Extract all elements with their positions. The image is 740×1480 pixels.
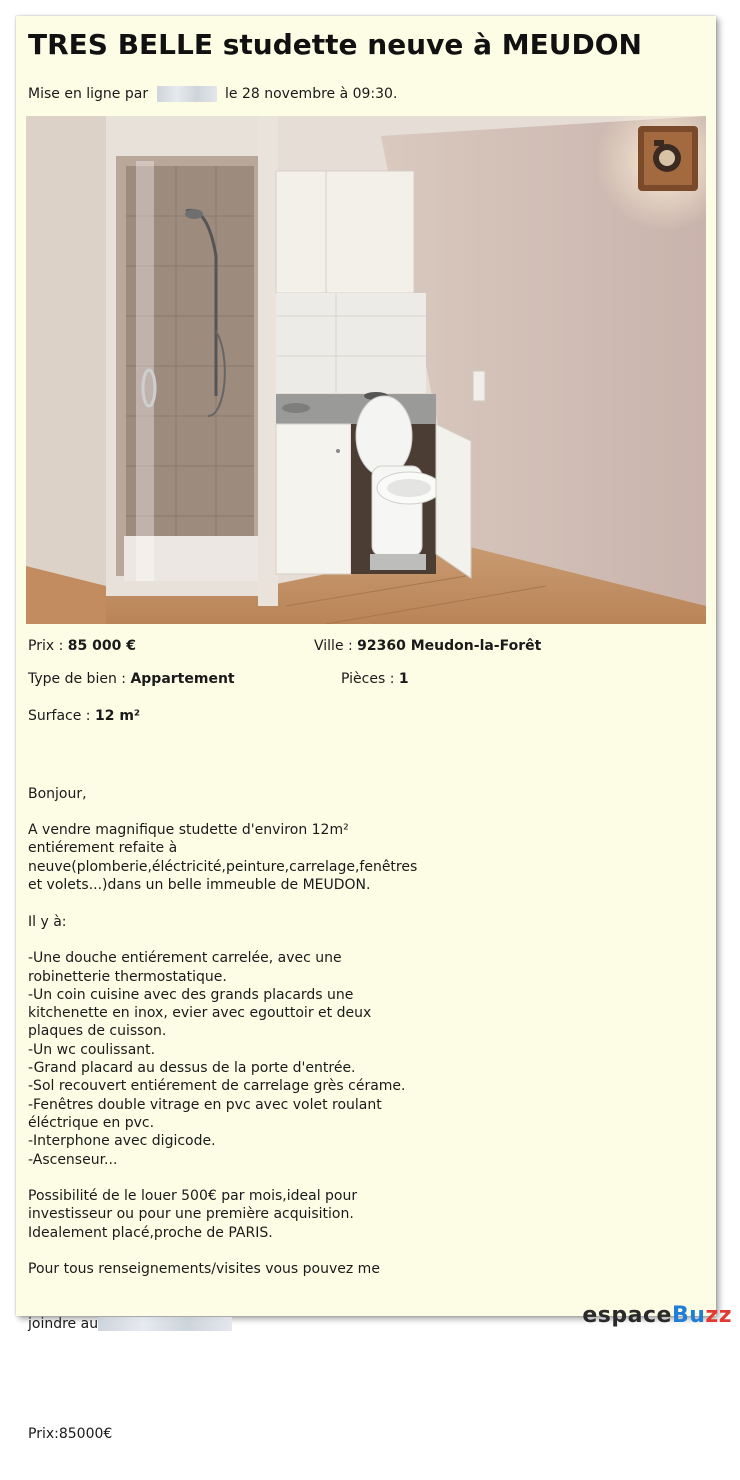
description-line: Bonjour, [28, 785, 87, 802]
blurred-username [157, 86, 217, 102]
city-label: Ville : [314, 638, 353, 654]
description-line: -Une douche entiérement carrelée, avec une [28, 950, 342, 967]
city-value: 92360 Meudon-la-Forêt [357, 638, 542, 654]
description-line: plaques de cuisson. [28, 1023, 167, 1040]
espacebuzz-logo: espaceBuzz [582, 1303, 732, 1328]
description-line: neuve(plomberie,éléctricité,peinture,carrelage,fenêtres [28, 858, 418, 875]
description-line: éléctrique en pvc. [28, 1114, 155, 1131]
listing-title: TRES BELLE studette neuve à MEUDON [28, 28, 642, 61]
description-text [28, 785, 508, 1279]
description [28, 748, 508, 1480]
contact-prefix: joindre au [28, 1316, 99, 1333]
description-line: et volets...)dans un belle immeuble de MEUDON. [28, 877, 371, 894]
description-line: -Fenêtres double vitrage en pvc avec volet roulant [28, 1096, 382, 1113]
posted-prefix: Mise en ligne par [28, 86, 149, 102]
description-line: kitchenette en inox, evier avec egouttoir et deux [28, 1005, 372, 1022]
listing-photo[interactable] [26, 116, 706, 624]
price-value: 85 000 € [67, 638, 136, 654]
rooms-value: 1 [398, 671, 409, 687]
city-field [314, 638, 541, 654]
surface-field [28, 708, 140, 724]
description-line: -Interphone avec digicode. [28, 1133, 216, 1150]
blurred-phone-number [98, 1317, 232, 1331]
posted-info [28, 86, 397, 102]
price-field [28, 638, 136, 654]
description-line: -Sol recouvert entiérement de carrelage grès cérame. [28, 1078, 406, 1095]
property-type-field [28, 671, 235, 687]
price-footer: Prix:85000€ [28, 1425, 113, 1442]
description-line: Il y à: [28, 913, 67, 930]
description-line: investisseur ou pour une première acquisition. [28, 1206, 354, 1223]
description-line: Pour tous renseignements/visites vous pouvez me [28, 1261, 380, 1278]
posted-date: le 28 novembre à 09:30. [225, 86, 398, 102]
description-line [28, 1242, 508, 1260]
description-line [28, 931, 508, 949]
description-line: -Un wc coulissant. [28, 1041, 156, 1058]
description-line: A vendre magnifique studette d'environ 12m² [28, 822, 349, 839]
description-line: robinetterie thermostatique. [28, 968, 227, 985]
description-line: -Ascenseur... [28, 1151, 118, 1168]
price-label: Prix : [28, 638, 64, 654]
surface-label: Surface : [28, 708, 91, 724]
description-line [28, 803, 508, 821]
property-type-label: Type de bien : [28, 671, 126, 687]
rooms-label: Pièces : [341, 671, 395, 687]
rooms-field [341, 671, 409, 687]
contact-line [28, 1315, 508, 1333]
description-line [28, 894, 508, 912]
description-line: entiérement refaite à [28, 840, 178, 857]
property-type-value: Appartement [130, 671, 235, 687]
description-line [28, 1169, 508, 1187]
surface-value: 12 m² [94, 708, 141, 724]
description-line: -Un coin cuisine avec des grands placards une [28, 986, 354, 1003]
description-line: Idealement placé,proche de PARIS. [28, 1224, 273, 1241]
description-line: Possibilité de le louer 500€ par mois,ideal pour [28, 1188, 358, 1205]
description-line: -Grand placard au dessus de la porte d'entrée. [28, 1060, 356, 1077]
